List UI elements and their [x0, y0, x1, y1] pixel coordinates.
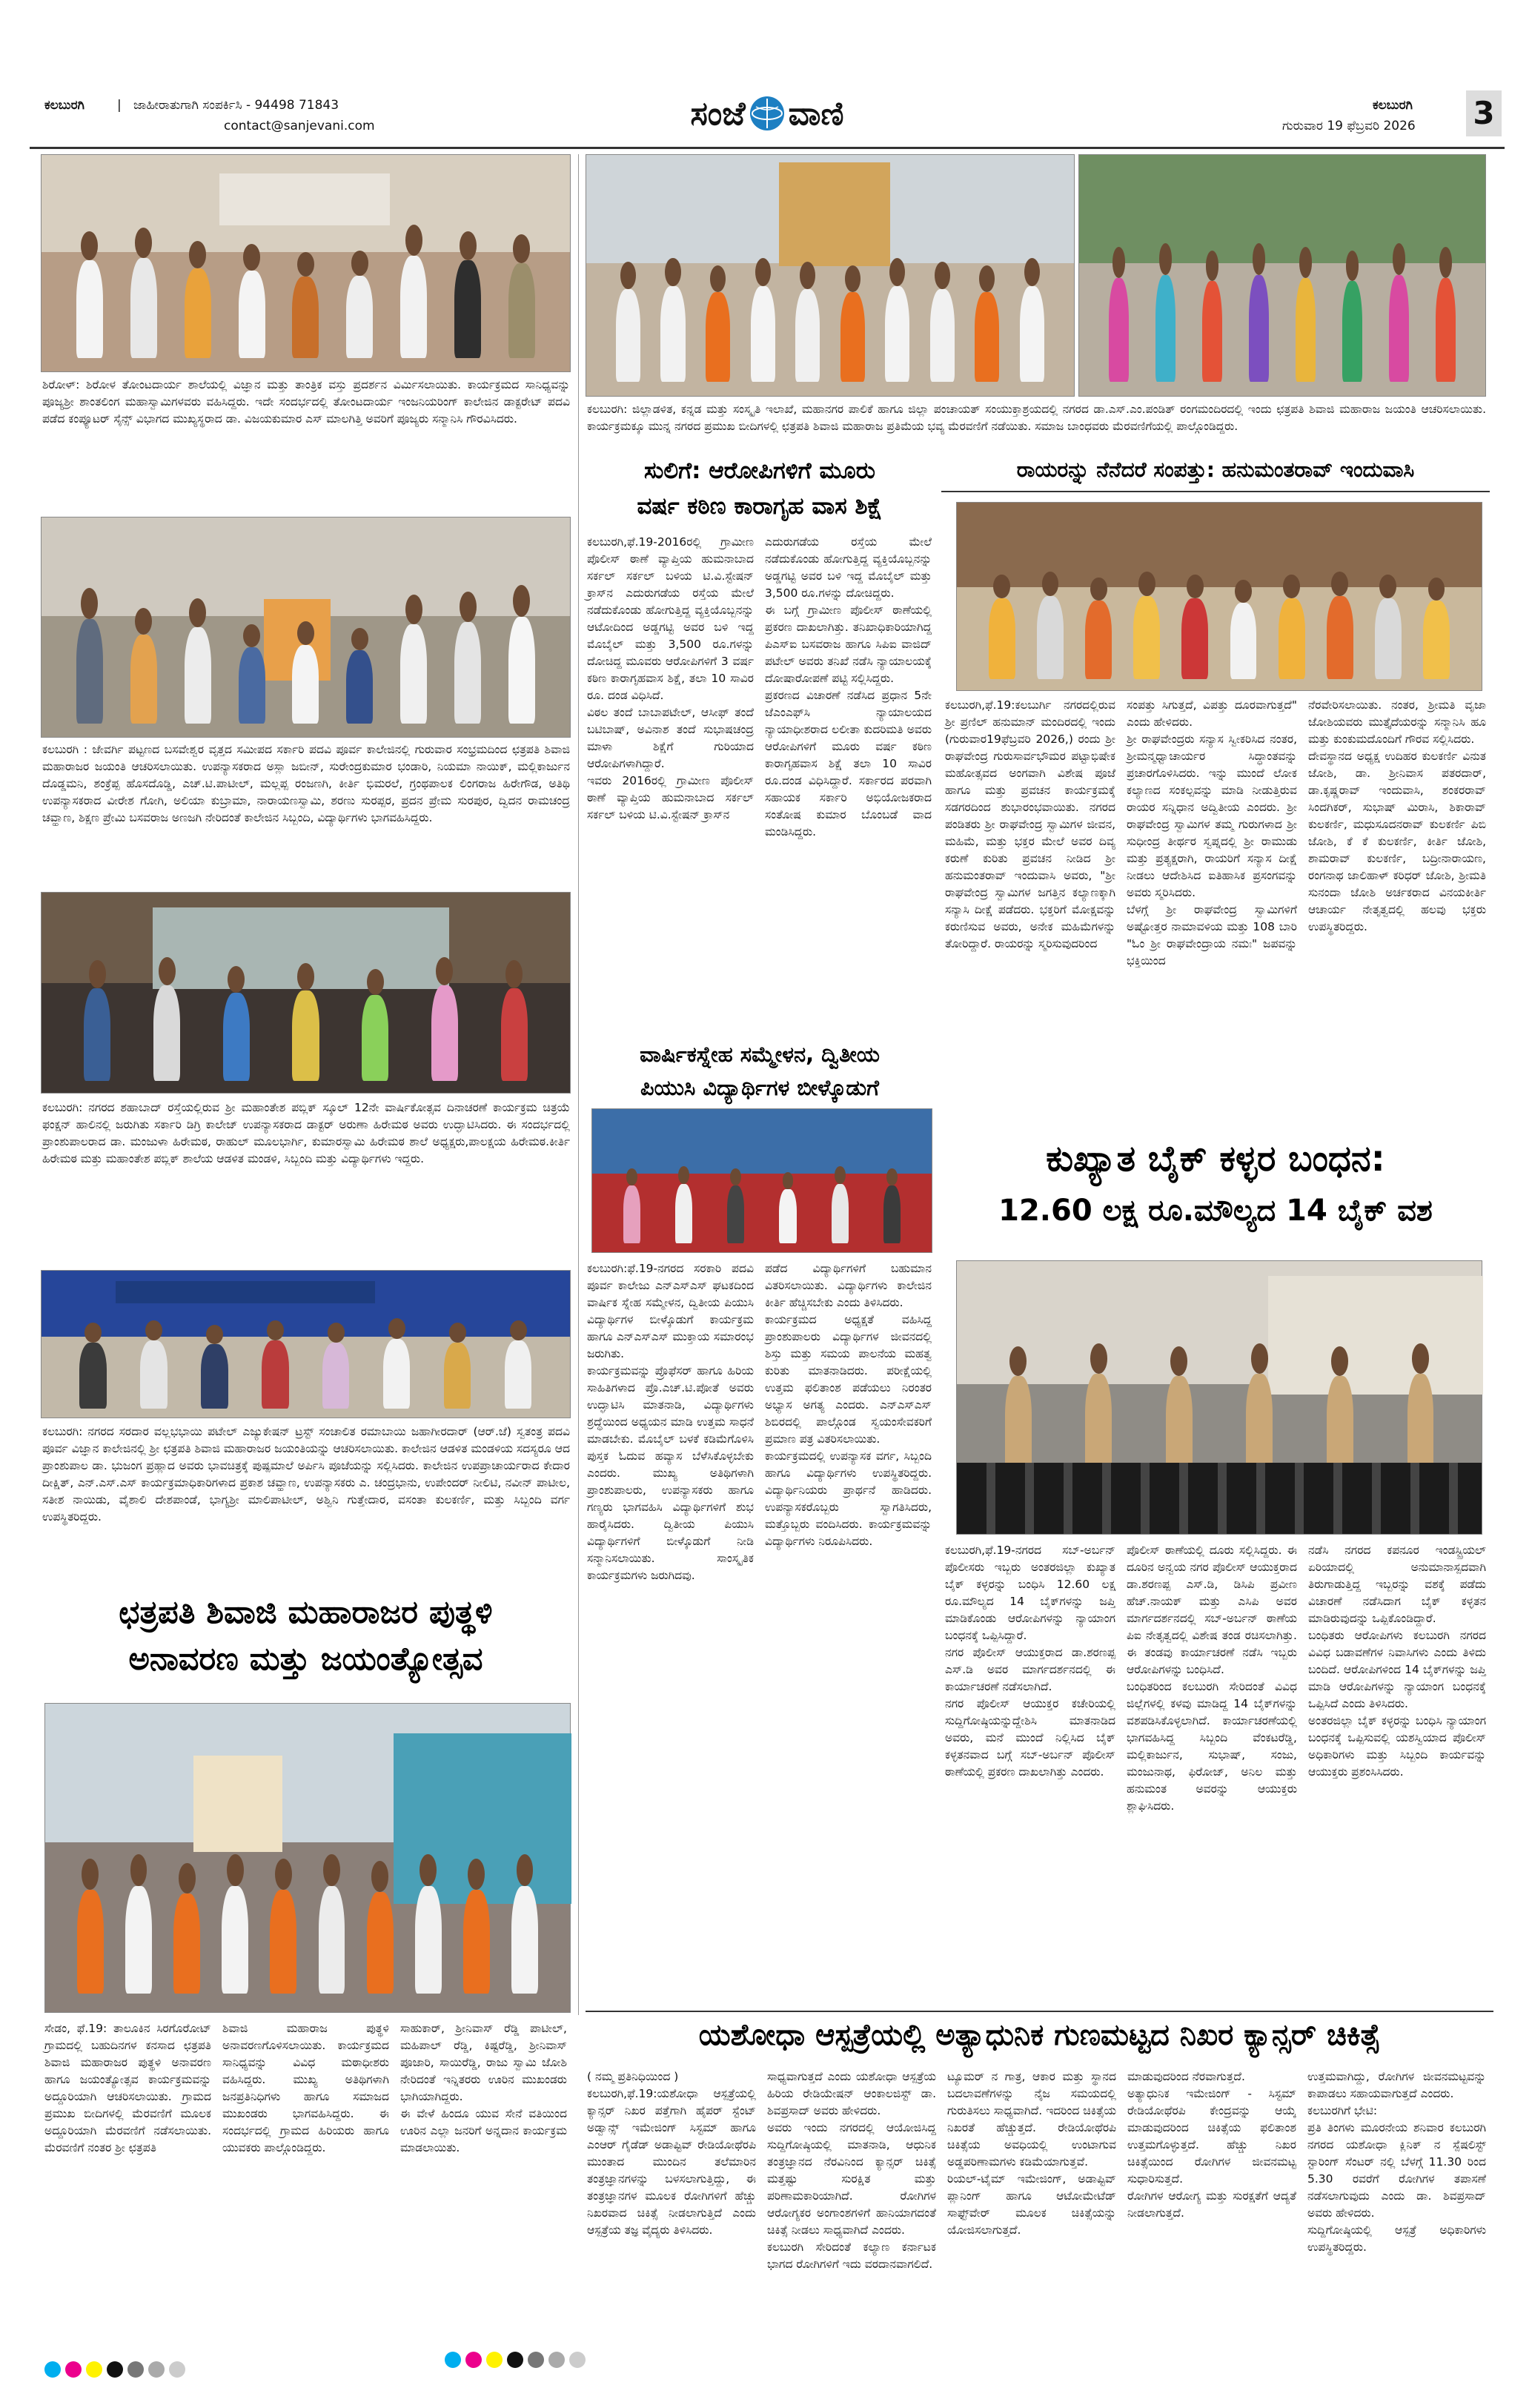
headline-robbery-line2: ವರ್ಷ ಕಠಿಣ ಕಾರಾಗೃಹ ವಾಸ ಶಿಕ್ಷೆ: [637, 493, 883, 520]
article-bike-theft-col3: ನಡೆಸಿ ನಗರದ ಕಪನೂರ ಇಂಡಸ್ಟ್ರಿಯಲ್ ಏರಿಯಾದಲ್ಲಿ ಅನುಮಾನಾಸ್ಪದವಾಗಿ ತಿರುಗಾಡುತ್ತಿದ್ದ ಇಬ್ಬರನ್ನು ವಶಕ್ಕೆ ಪಡೆದು ವಿಚಾರಣೆ ನಡೆಸಿದಾಗ ಬೈಕ್ ಕಳ್ಳತನ ಮಾಡಿರುವುದನ್ನು ಒಪ್ಪಿಕೊಂಡಿದ್ದಾರೆ. ಬಂಧಿತರು ಆರೋಪಿಗಳು ಕಲಬುರಗಿ ನಗರದ ವಿವಿಧ ಬಡಾವಣೆಗಳ ನಿವಾಸಿಗಳು ಎಂದು ತಿಳಿದು ಬಂದಿದೆ. ಆರೋಪಿಗಳಿಂದ 14 ಬೈಕ್‌ಗಳನ್ನು ಜಪ್ತಿ ಮಾಡಿ ಆರೋಪಿಗಳನ್ನು ನ್ಯಾಯಾಂಗ ಬಂಧನಕ್ಕೆ ಒಪ್ಪಿಸಿದೆ ಎಂದು ತಿಳಿಸಿದರು. ಅಂತರಜಿಲ್ಲಾ ಬೈಕ್ ಕಳ್ಳರನ್ನು ಬಂಧಿಸಿ ನ್ಯಾಯಾಂಗ ಬಂಧನಕ್ಕೆ ಒಪ್ಪಿಸುವಲ್ಲಿ ಯಶಸ್ವಿಯಾದ ಪೊಲೀಸ್ ಅಧಿಕಾರಿಗಳು ಮತ್ತು ಸಿಬ್ಬಂದಿ ಕಾರ್ಯವನ್ನು ಆಯುಕ್ತರು ಪ್ರಶಂಸಿಸಿದರು.: [1308, 1544, 1486, 1779]
headline-bike-theft-line2: 12.60 ಲಕ್ಷ ರೂ.ಮೌಲ್ಯದ 14 ಬೈಕ್ ವಶ: [998, 1194, 1433, 1228]
headline-yashoda-cancer: ಯಶೋಧಾ ಆಸ್ಪತ್ರೆಯಲ್ಲಿ ಅತ್ಯಾಧುನಿಕ ಗುಣಮಟ್ಟದ ನಿಖರ ಕ್ಯಾನ್ಸರ್ ಚಿಕಿತ್ಸೆ: [698, 2018, 1381, 2052]
swatch-grey3: [169, 2361, 185, 2378]
photo-seized-bikes: [956, 1260, 1482, 1535]
photo-sedam-statue: [44, 1703, 571, 2013]
headline-bike-theft: ಕುಖ್ಯಾತ ಬೈಕ್ ಕಳ್ಳರ ಬಂಧನ:: [1046, 1138, 1385, 1180]
headline-annual-day-line2: ಪಿಯುಸಿ ವಿದ್ಯಾರ್ಥಿಗಳ ಬೀಳ್ಕೊಡುಗೆ: [640, 1075, 879, 1100]
masthead-city-left: ಕಲಬುರಗಿ: [44, 98, 84, 113]
article-rayaru-col1: ಕಲಬುರಗಿ,ಫೆ.19:ಕಲಬುರ್ಗಿ ನಗರದಲ್ಲಿರುವ ಶ್ರೀ ಪ್ರಣಿಲ್ ಹನುಮಾನ್ ಮಂದಿರದಲ್ಲಿ ಇಂದು (ಗುರುವಾರ19ಫೆಬ್ರವರಿ 2026,) ರಂದು ಶ್ರೀ ರಾಘವೇಂದ್ರ ಗುರುಸಾರ್ವಭೌಮರ ಪಟ್ಟಾಭಿಷೇಕ ಮಹೋತ್ಸವದ ಅಂಗವಾಗಿ ವಿಶೇಷ ಪೂಜೆ ಹಾಗೂ ಮತ್ತು ಪ್ರವಚನ ಕಾರ್ಯಕ್ರಮಕ್ಕೆ ಸಡಗರದಿಂದ ಶುಭಾರಂಭವಾಯಿತು. ನಗರದ ಪಂಡಿತರು ಶ್ರೀ ರಾಘವೇಂದ್ರ ಸ್ವಾಮಿಗಳ ಜೀವನ, ಮಹಿಮೆ, ಮತ್ತು ಭಕ್ತರ ಮೇಲೆ ಅವರ ದಿವ್ಯ ಕರುಣೆ ಕುರಿತು ಪ್ರವಚನ ನೀಡಿದ ಶ್ರೀ ಹನುಮಂತರಾವ್ ಇಂದುವಾಸಿ ಅವರು, "ಶ್ರೀ ರಾಘವೇಂದ್ರ ಸ್ವಾಮಿಗಳ ಜಗತ್ತಿನ ಕಲ್ಯಾಣಕ್ಕಾಗಿ ಸನ್ಯಾಸಿ ದೀಕ್ಷೆ ಪಡೆದರು. ಭಕ್ತರಿಗೆ ಮೋಕ್ಷವನ್ನು ಕರುಣಿಸುವ ಅವರು, ಅನೇಕ ಮಹಿಮೆಗಳನ್ನು ತೋರಿದ್ದಾರೆ. ರಾಯರನ್ನು ಸ್ಮರಿಸುವುದರಿಂದ: [945, 698, 1119, 950]
article-bike-theft-col1: ಕಲಬುರಗಿ,ಫೆ.19-ನಗರದ ಸಬ್-ಅರ್ಬನ್ ಪೊಲೀಸರು ಇಬ್ಬರು ಅಂತರಜಿಲ್ಲಾ ಕುಖ್ಯಾತ ಬೈಕ್ ಕಳ್ಳರನ್ನು ಬಂಧಿಸಿ 12.60 ಲಕ್ಷ ರೂ.ಮೌಲ್ಯದ 14 ಬೈಕ್‌ಗಳನ್ನು ಜಪ್ತಿ ಮಾಡಿಕೊಂಡು ಆರೋಪಿಗಳನ್ನು ನ್ಯಾಯಾಂಗ ಬಂಧನಕ್ಕೆ ಒಪ್ಪಿಸಿದ್ದಾರೆ. ನಗರ ಪೊಲೀಸ್ ಆಯುಕ್ತರಾದ ಡಾ.ಶರಣಪ್ಪ ಎಸ್.ಡಿ ಅವರ ಮಾರ್ಗದರ್ಶನದಲ್ಲಿ ಈ ಕಾರ್ಯಾಚರಣೆ ನಡೆಸಲಾಗಿದೆ. ನಗರ ಪೊಲೀಸ್ ಆಯುಕ್ತರ ಕಚೇರಿಯಲ್ಲಿ ಸುದ್ದಿಗೋಷ್ಠಿಯನ್ನುದ್ದೇಶಿಸಿ ಮಾತನಾಡಿದ ಅವರು, ಮನೆ ಮುಂದೆ ನಿಲ್ಲಿಸಿದ ಬೈಕ್ ಕಳ್ಳತನವಾದ ಬಗ್ಗೆ ಸಬ್-ಅರ್ಬನ್ ಪೊಲೀಸ್ ಠಾಣೆಯಲ್ಲಿ ಪ್ರಕರಣ ದಾಖಲಾಗಿತ್ತು ಎಂದರು.: [945, 1544, 1115, 1779]
registration-swatches-left: [44, 2361, 230, 2381]
swatch-yellow: [86, 2361, 102, 2378]
headline-rayaru: ರಾಯರನ್ನು ನೆನೆದರೆ ಸಂಪತ್ತು: ಹನುಮಂತರಾವ್ ಇಂದುವಾಸಿ: [1016, 457, 1415, 482]
column-rule-1: [578, 154, 579, 2015]
headline-robbery: ಸುಲಿಗೆ: ಆರೋಪಿಗಳಿಗೆ ಮೂರು: [644, 457, 875, 484]
caption-shirol: ಶಿರೋಳ್: ಶಿರೋಳ ತೋಂಟದಾರ್ಯ ಶಾಲೆಯಲ್ಲಿ ವಿಜ್ಞಾನ ಮತ್ತು ತಾಂತ್ರಿಕ ವಸ್ತು ಪ್ರದರ್ಶನ ವಿರ್ಮಿಸಲಾಯಿತು. ಕಾರ್ಯಕ್ರಮದ ಸಾನಿಧ್ಯವನ್ನು ಪೂಜ್ಯಶ್ರೀ ಶಾಂತಲಿಂಗ ಮಹಾಸ್ವಾಮಿಗಳವರು ವಹಿಸಿದ್ದರು. ಇದೇ ಸಂದರ್ಭದಲ್ಲಿ ತೋಂಟದಾರ್ಯ ಇಂಜನಿಯರಿಂಗ್ ಕಾಲೇಜಿನ ಡಾಕ್ಟರೇಟ್ ಪದವಿ ಪಡೆದ ಕಂಪ್ಯೂಟರ್ ಸೈನ್ಸ್ ವಿಭಾಗದ ಮುಖ್ಯಸ್ಥರಾದ ಡಾ. ವಿಜಯಕುಮಾರ ಎಸ್ ಮಾಲಗಿತ್ತಿ ಅವರಿಗೆ ಪೂಜ್ಯರು ಸನ್ಮಾನಿಸಿ ಗೌರವಿಸಿದರು.: [42, 378, 570, 426]
page-number: 3: [1466, 90, 1502, 136]
globe-icon: [750, 96, 784, 130]
swatch-yellow-2: [486, 2352, 503, 2368]
photo-rayaru-temple: [956, 502, 1482, 691]
masthead-ad-contact: ಜಾಹೀರಾತುಗಾಗಿ ಸಂಪರ್ಕಿಸಿ - 94498 71843: [133, 98, 339, 113]
masthead-city-right: ಕಲಬುರಗಿ: [1373, 98, 1413, 113]
article-annual-day-col2: ಪಡೆದ ವಿದ್ಯಾರ್ಥಿಗಳಿಗೆ ಬಹುಮಾನ ವಿತರಿಸಲಾಯಿತು. ವಿದ್ಯಾರ್ಥಿಗಳು ಕಾಲೇಜಿನ ಕೀರ್ತಿ ಹೆಚ್ಚಿಸಬೇಕು ಎಂದು ತಿಳಿಸಿದರು. ಕಾರ್ಯಕ್ರಮದ ಅಧ್ಯಕ್ಷತೆ ವಹಿಸಿದ್ದ ಪ್ರಾಂಶುಪಾಲರು ವಿದ್ಯಾರ್ಥಿಗಳ ಜೀವನದಲ್ಲಿ ಶಿಸ್ತು ಮತ್ತು ಸಮಯ ಪಾಲನೆಯ ಮಹತ್ವ ಕುರಿತು ಮಾತನಾಡಿದರು. ಪರೀಕ್ಷೆಯಲ್ಲಿ ಉತ್ತಮ ಫಲಿತಾಂಶ ಪಡೆಯಲು ನಿರಂತರ ಅಭ್ಯಾಸ ಅಗತ್ಯ ಎಂದರು. ಎನ್‌ಎಸ್‌ಎಸ್ ಶಿಬಿರದಲ್ಲಿ ಪಾಲ್ಗೊಂಡ ಸ್ವಯಂಸೇವಕರಿಗೆ ಪ್ರಮಾಣ ಪತ್ರ ವಿತರಿಸಲಾಯಿತು. ಕಾರ್ಯಕ್ರಮದಲ್ಲಿ ಉಪನ್ಯಾಸಕ ವರ್ಗ, ಸಿಬ್ಬಂದಿ ಹಾಗೂ ವಿದ್ಯಾರ್ಥಿಗಳು ಉಪಸ್ಥಿತರಿದ್ದರು. ವಿದ್ಯಾರ್ಥಿನಿಯರು ಪ್ರಾರ್ಥನೆ ಹಾಡಿದರು. ಉಪನ್ಯಾಸಕರೊಬ್ಬರು ಸ್ವಾಗತಿಸಿದರು, ಮತ್ತೊಬ್ಬರು ವಂದಿಸಿದರು. ಕಾರ್ಯಕ್ರಮವನ್ನು ವಿದ್ಯಾರ್ಥಿಗಳು ನಿರೂಪಿಸಿದರು.: [765, 1262, 932, 1548]
masthead-rule: [30, 147, 1505, 149]
article-annual-day-col1: ಕಲಬುರಗಿ:ಫೆ.19-ನಗರದ ಸರಕಾರಿ ಪದವಿ ಪೂರ್ವ ಕಾಲೇಜು ಎನ್‌ಎಸ್‌ಎಸ್ ಘಟಕದಿಂದ ವಾರ್ಷಿಕ ಸ್ನೇಹ ಸಮ್ಮೇಳನ, ದ್ವಿತೀಯ ಪಿಯುಸಿ ವಿದ್ಯಾರ್ಥಿಗಳ ಬೀಳ್ಕೊಡುಗೆ ಕಾರ್ಯಕ್ರಮ ಹಾಗೂ ಎನ್‌ಎಸ್‌ಎಸ್ ಮುಕ್ತಾಯ ಸಮಾರಂಭ ಜರುಗಿತು. ಕಾರ್ಯಕ್ರಮವನ್ನು ಪ್ರೊಫೆಸರ್ ಹಾಗೂ ಹಿರಿಯ ಸಾಹಿತಿಗಳಾದ ಪ್ರೊ.ಎಚ್.ಟಿ.ಪೋತೆ ಅವರು ಉದ್ಘಾಟಿಸಿ ಮಾತನಾಡಿ, ವಿದ್ಯಾರ್ಥಿಗಳು ಶ್ರದ್ಧೆಯಿಂದ ಅಧ್ಯಯನ ಮಾಡಿ ಉತ್ತಮ ಸಾಧನೆ ಮಾಡಬೇಕು. ಮೊಬೈಲ್ ಬಳಕೆ ಕಡಿಮೆಗೊಳಿಸಿ ಪುಸ್ತಕ ಓದುವ ಹವ್ಯಾಸ ಬೆಳೆಸಿಕೊಳ್ಳಬೇಕು ಎಂದರು. ಮುಖ್ಯ ಅತಿಥಿಗಳಾಗಿ ಪ್ರಾಂಶುಪಾಲರು, ಉಪನ್ಯಾಸಕರು ಹಾಗೂ ಗಣ್ಯರು ಭಾಗವಹಿಸಿ ವಿದ್ಯಾರ್ಥಿಗಳಿಗೆ ಶುಭ ಹಾರೈಸಿದರು. ದ್ವಿತೀಯ ಪಿಯುಸಿ ವಿದ್ಯಾರ್ಥಿಗಳಿಗೆ ಬೀಳ್ಕೊಡುಗೆ ನೀಡಿ ಸನ್ಮಾನಿಸಲಾಯಿತು. ಸಾಂಸ್ಕೃತಿಕ ಕಾರ್ಯಕ್ರಮಗಳು ಜರುಗಿದವು.: [587, 1262, 755, 1582]
headline-shivaji-statue: ಛತ್ರಪತಿ ಶಿವಾಜಿ ಮಹಾರಾಜರ ಪುತ್ಥಳಿ: [119, 1594, 493, 1631]
article-sedam-col3: ಸಾಹುಕಾರ್, ಶ್ರೀನಿವಾಸ್ ರೆಡ್ಡಿ ಪಾಟೀಲ್, ಮಹಿಪಾಲ್ ರೆಡ್ಡಿ, ಕಿಷ್ಟರೆಡ್ಡಿ, ಶ್ರೀನಿವಾಸ್ ಪೂಜಾರಿ, ಸಾಯಿರೆಡ್ಡಿ, ರಾಜು ಸ್ವಾಮಿ ಜೋಶಿ ನೇರಿದಂತೆ ಇನ್ನಿತರರು ಊರಿನ ಮುಖಂಡರು ಭಾಗಿಯಾಗಿದ್ದರು. ಈ ವೇಳೆ ಹಿಂದೂ ಯುವ ಸೇನೆ ವತಿಯಿಂದ ಊರಿನ ಎಲ್ಲಾ ಜನರಿಗೆ ಅನ್ನದಾನ ಕಾರ್ಯಕ್ರಮ ಮಾಡಲಾಯಿತು.: [400, 2022, 567, 2154]
caption-school-anniversary: ಕಲಬುರಗಿ: ನಗರದ ಶಹಾಬಾದ್ ರಸ್ತೆಯಲ್ಲಿರುವ ಶ್ರೀ ಮಹಾಂತೇಶ ಪಬ್ಲಿಕ್ ಸ್ಕೂಲ್ 12ನೇ ವಾರ್ಷಿಕೋತ್ಸವ ದಿನಾಚರಣೆ ಕಾರ್ಯಕ್ರಮ ಚಿತ್ರಯೆ ಫಂಕ್ಷನ್ ಹಾಲಿನಲ್ಲಿ ಜರುಗಿತು ಸರ್ಕಾರಿ ಡಿಗ್ರಿ ಕಾಲೇಜ್ ಉಪನ್ಯಾಸಕರಾದ ಡಾಕ್ಟರ್ ಅರುಣಾ ಹಿರೇಮಠ ಅವರು ಉದ್ಘಾಟಿಸಿದರು. ಈ ಸಂದರ್ಭದಲ್ಲಿ ಪ್ರಾಂಶುಪಾಲರಾದ ಡಾ. ಮಂಜುಳಾ ಹಿರೇಮಠ, ರಾಹುಲ್ ಮೂಲಭಾರ್ಗಿ, ಕುಮಾರಸ್ವಾಮಿ ಹಿರೇಮಠ ಶಾಲೆ ಅಧ್ಯಕ್ಷರು,ಪಾಲಕ್ಷಯ ಹಿರೇಮಠ.ಕೀರ್ತಿ ಹಿರೇಮಠ ಮತ್ತು ಮಹಾಂತೇಶ ಪಬ್ಲಿಕ್ ಶಾಲೆಯ ಆಡಳಿತ ಮಂಡಳಿ, ಸಿಬ್ಬಂದಿ ಮತ್ತು ವಿದ್ಯಾರ್ಥಿಗಳು ಇದ್ದರು.: [42, 1101, 570, 1165]
photo-shivaji-procession-2: [1078, 154, 1486, 397]
swatch-grey2-2: [548, 2352, 565, 2368]
article-bike-theft-col2: ಪೊಲೀಸ್ ಠಾಣೆಯಲ್ಲಿ ದೂರು ಸಲ್ಲಿಸಿದ್ದರು. ಈ ದೂರಿನ ಅನ್ವಯ ನಗರ ಪೊಲೀಸ್ ಆಯುಕ್ತರಾದ ಡಾ.ಶರಣಪ್ಪ ಎಸ್.ಡಿ, ಡಿಸಿಪಿ ಪ್ರವೀಣ ಹೆಚ್.ನಾಯಕ್ ಮತ್ತು ಎಸಿಪಿ ಅವರ ಮಾರ್ಗದರ್ಶನದಲ್ಲಿ ಸಬ್-ಅರ್ಬನ್ ಠಾಣೆಯ ಪಿಐ ನೇತೃತ್ವದಲ್ಲಿ ವಿಶೇಷ ತಂಡ ರಚಿಸಲಾಗಿತ್ತು. ಈ ತಂಡವು ಕಾರ್ಯಾಚರಣೆ ನಡೆಸಿ ಇಬ್ಬರು ಆರೋಪಿಗಳನ್ನು ಬಂಧಿಸಿದೆ. ಬಂಧಿತರಿಂದ ಕಲಬುರಗಿ ಸೇರಿದಂತೆ ವಿವಿಧ ಜಿಲ್ಲೆಗಳಲ್ಲಿ ಕಳವು ಮಾಡಿದ್ದ 14 ಬೈಕ್‌ಗಳನ್ನು ವಶಪಡಿಸಿಕೊಳ್ಳಲಾಗಿದೆ. ಕಾರ್ಯಾಚರಣೆಯಲ್ಲಿ ಭಾಗವಹಿಸಿದ್ದ ಸಿಬ್ಬಂದಿ ವೆಂಕಟರೆಡ್ಡಿ, ಮಲ್ಲಿಕಾರ್ಜುನ, ಸುಭಾಷ್, ಸಂಜು, ಮಂಜುನಾಥ, ಫಿರೋಜ್, ಅನಿಲ ಮತ್ತು ಹನುಮಂತ ಅವರನ್ನು ಆಯುಕ್ತರು ಶ್ಲಾಘಿಸಿದರು.: [1127, 1544, 1297, 1813]
photo-rj-college: [41, 1270, 571, 1418]
masthead-logo: [645, 87, 889, 139]
logo-text-left: ಸಂಜೆ: [690, 94, 746, 133]
article-yashoda-col5: ಉತ್ತಮವಾಗಿದ್ದು, ರೋಗಿಗಳ ಜೀವನಮಟ್ಟವನ್ನು ಕಾಪಾಡಲು ಸಹಾಯವಾಗುತ್ತದೆ ಎಂದರು. ಕಲಬುರಗಿಗೆ ಭೇಟಿ: ಪ್ರತಿ ತಿಂಗಳು ಮೂರನೇಯ ಶನಿವಾರ ಕಲಬುರಗಿ ನಗರದ ಯಶೋಧಾ ಕ್ಲಿನಿಕ್ ನ ಸ್ಪೆಷಲಿಸ್ಟ್ ಸ್ಟಾರಿಂಗ್ ಸೆಂಟರ್ ನಲ್ಲಿ ಬೆಳಗ್ಗೆ 11.30 ರಿಂದ 5.30 ರವರೆಗೆ ರೋಗಿಗಳ ತಪಾಸಣೆ ನಡೆಸಲಾಗುವುದು ಎಂದು ಡಾ. ಶಿವಪ್ರಸಾದ್ ಅವರು ಹೇಳಿದರು. ಸುದ್ದಿಗೋಷ್ಠಿಯಲ್ಲಿ ಆಸ್ಪತ್ರೆ ಅಧಿಕಾರಿಗಳು ಉಪಸ್ಥಿತರಿದ್ದರು.: [1307, 2070, 1486, 2254]
headline-shivaji-statue-line2: ಅನಾವರಣ ಮತ್ತು ಜಯಂತ್ಯೋತ್ಸವ: [128, 1641, 483, 1678]
article-yashoda-col4: ಮಾಡುವುದರಿಂದ ನೆರವಾಗುತ್ತದೆ. ಅತ್ಯಾಧುನಿಕ ಇಮೇಜಿಂಗ್ - ಸಿಸ್ಟಮ್ ರೇಡಿಯೋಥೆರಪಿ ಕೇಂದ್ರವನ್ನು ಆಯ್ಕೆ ಮಾಡುವುದರಿಂದ ಚಿಕಿತ್ಸೆಯ ಫಲಿತಾಂಶ ಉತ್ತಮಗೊಳ್ಳುತ್ತದೆ. ಹೆಚ್ಚು ನಿಖರ ಚಿಕಿತ್ಸೆಯಿಂದ ರೋಗಿಗಳ ಜೀವನಮಟ್ಟ ಸುಧಾರಿಸುತ್ತದೆ. ರೋಗಿಗಳ ಆರೋಗ್ಯ ಮತ್ತು ಸುರಕ್ಷತೆಗೆ ಆದ್ಯತೆ ನೀಡಲಾಗುತ್ತದೆ.: [1127, 2070, 1296, 2220]
photo-shivaji-procession-1: [586, 154, 1075, 397]
article-sedam-col1: ಸೇಡಂ, ಫೆ.19: ತಾಲೂಕಿನ ಸಿರಗೊರೋಟ್ ಗ್ರಾಮದಲ್ಲಿ ಬಹುದಿನಗಳ ಕನಸಾದ ಛತ್ರಪತಿ ಶಿವಾಜಿ ಮಹಾರಾಜರ ಪುತ್ಥಳಿ ಅನಾವರಣ ಹಾಗೂ ಜಯಂತ್ಯೋತ್ಸವ ಕಾರ್ಯಕ್ರಮವನ್ನು ಅದ್ದೂರಿಯಾಗಿ ಆಚರಿಸಲಾಯಿತು. ಗ್ರಾಮದ ಪ್ರಮುಖ ಬೀದಿಗಳಲ್ಲಿ ಮೆರವಣಿಗೆ ಮೂಲಕ ಅದ್ದೂರಿಯಾಗಿ ಮೆರವಣಿಗೆ ನಡೆಸಲಾಯಿತು. ಮೆರವಣಿಗೆ ನಂತರ ಶ್ರೀ ಛತ್ರಪತಿ: [44, 2022, 215, 2154]
article-yashoda-col2: ಸಾಧ್ಯವಾಗುತ್ತದೆ ಎಂದು ಯಶೋಧಾ ಆಸ್ಪತ್ರೆಯ ಹಿರಿಯ ರೇಡಿಯೇಷನ್ ಆಂಕಾಲಜಿಸ್ಟ್ ಡಾ. ಶಿವಪ್ರಸಾದ್ ಅವರು ಹೇಳಿದರು. ಅವರು ಇಂದು ನಗರದಲ್ಲಿ ಆಯೋಜಿಸಿದ್ದ ಸುದ್ದಿಗೋಷ್ಠಿಯಲ್ಲಿ ಮಾತನಾಡಿ, ಆಧುನಿಕ ತಂತ್ರಜ್ಞಾನದ ನೆರವಿನಿಂದ ಕ್ಯಾನ್ಸರ್ ಚಿಕಿತ್ಸೆ ಮತ್ತಷ್ಟು ಸುರಕ್ಷಿತ ಮತ್ತು ಪರಿಣಾಮಕಾರಿಯಾಗಿದೆ. ರೋಗಿಗಳ ಆರೋಗ್ಯಕರ ಅಂಗಾಂಶಗಳಿಗೆ ಹಾನಿಯಾಗದಂತೆ ಚಿಕಿತ್ಸೆ ನೀಡಲು ಸಾಧ್ಯವಾಗಿದೆ ಎಂದರು. ಕಲಬುರಗಿ ಸೇರಿದಂತೆ ಕಲ್ಯಾಣ ಕರ್ನಾಟಕ ಭಾಗದ ರೋಗಿಗಳಿಗೆ ಇದು ವರದಾನವಾಗಲಿದೆ.: [767, 2070, 936, 2271]
article-robbery-col2: ಎದುರುಗಡೆಯ ರಸ್ತೆಯ ಮೇಲೆ ನಡೆದುಕೊಂಡು ಹೋಗುತ್ತಿದ್ದ ವ್ಯಕ್ತಿಯೊಬ್ಬನನ್ನು ಅಡ್ಡಗಟ್ಟಿ ಅವರ ಬಳಿ ಇದ್ದ ಮೊಬೈಲ್ ಮತ್ತು 3,500 ರೂ.ಗಳನ್ನು ದೋಚಿದ್ದರು. ಈ ಬಗ್ಗೆ ಗ್ರಾಮೀಣ ಪೊಲೀಸ್ ಠಾಣೆಯಲ್ಲಿ ಪ್ರಕರಣ ದಾಖಲಾಗಿತ್ತು. ತನಿಖಾಧಿಕಾರಿಯಾಗಿದ್ದ ಪಿಎಸ್‌ಐ ಬಸವರಾಜ ಹಾಗೂ ಸಿಪಿಐ ವಾಜಿದ್ ಪಟೇಲ್ ಅವರು ತನಿಖೆ ನಡೆಸಿ ನ್ಯಾಯಾಲಯಕ್ಕೆ ದೋಷಾರೋಪಣೆ ಪಟ್ಟಿ ಸಲ್ಲಿಸಿದ್ದರು. ಪ್ರಕರಣದ ವಿಚಾರಣೆ ನಡೆಸಿದ ಪ್ರಧಾನ 5ನೇ ಜೆಎಂಎಫ್‌ಸಿ ನ್ಯಾಯಾಲಯದ ನ್ಯಾಯಾಧೀಶರಾದ ಲಲೀತಾ ಕುದರಿಮತಿ ಅವರು ಆರೋಪಿಗಳಿಗೆ ಮೂರು ವರ್ಷ ಕಠಿಣ ಕಾರಾಗೃಹವಾಸ ಶಿಕ್ಷೆ ತಲಾ 10 ಸಾವಿರ ರೂ.ದಂಡ ವಿಧಿಸಿದ್ದಾರೆ. ಸರ್ಕಾರದ ಪರವಾಗಿ ಸಹಾಯಕ ಸರ್ಕಾರಿ ಅಭಿಯೋಜಕರಾದ ಸಂತೋಷ ಕುಮಾರ ಬೊಂಬಡೆ ವಾದ ಮಂಡಿಸಿದ್ದರು.: [765, 535, 932, 838]
article-rayaru-col3: ನೆರವೇರಿಸಲಾಯಿತು. ನಂತರ, ಶ್ರೀಮತಿ ವೃಜಾ ಜೋಶಿಯವರು ಮುತ್ತೈದೆಯರನ್ನು ಸನ್ಮಾನಿಸಿ ಹೂ ಮತ್ತು ಕುಂಕುಮದೊಂದಿಗೆ ಗೌರವ ಸಲ್ಲಿಸಿದರು. ದೇವಸ್ಥಾನದ ಅಧ್ಯಕ್ಷ ಉದಿಹರ ಕುಲಕರ್ಣಿ ವಿನುತ ಜೋಶಿ, ಡಾ. ಶ್ರೀನಿವಾಸ ಪತರದಾರ್, ಡಾ.ಕೃಷ್ಣರಾವ್ ಇಂದುವಾಸಿ, ಶಂಕರರಾವ್ ಸಿಂದಗಿಕರ್, ಸುಭಾಷ್ ಮಿರಾಸಿ, ಶಿಕಾರಾವ್ ಕುಲಕರ್ಣಿ, ಮಧುಸೂದನರಾವ್ ಕುಲಕರ್ಣಿ ಪಿಬಿ ಜೋಶಿ, ಕೆ ಕೆ ಕುಲಕರ್ಣಿ, ಕೀರ್ತಿ ಜೋಶಿ, ಶಾಮರಾವ್ ಕುಲಕರ್ಣಿ, ಬದ್ರೀನಾರಾಯಣ, ರಂಗನಾಥ ಜಾಲಿಹಾಳ್ ಕರಿಧರ್ ಜೋಶಿ, ಶ್ರೀಮತಿ ಸುನಂದಾ ಜೋಶಿ ಅರ್ಚಕರಾದ ವಿನಯಕೀರ್ತಿ ಆಚಾರ್ಯ ನೇತೃತ್ವದಲ್ಲಿ ಹಲವು ಭಕ್ತರು ಉಪಸ್ಥಿತರಿದ್ದರು.: [1308, 698, 1486, 933]
photo-jewargi-college: [41, 517, 571, 738]
masthead-date: ಗುರುವಾರ 19 ಫೆಬ್ರವರಿ 2026: [1282, 119, 1416, 133]
article-robbery-col1: ಕಲಬುರಗಿ,ಫೆ.19-2016ರಲ್ಲಿ ಗ್ರಾಮೀಣ ಪೊಲೀಸ್ ಠಾಣೆ ವ್ಯಾಪ್ತಿಯ ಹುಮನಾಬಾದ ಸರ್ಕಲ್ ಸರ್ಕಲ್ ಬಳಿಯ ಟಿ.ವಿ.ಸ್ಟೇಷನ್ ಕ್ರಾಸ್‌ನ ಎದುರುಗಡೆಯ ರಸ್ತೆಯ ಮೇಲೆ ನಡೆದುಕೊಂಡು ಹೋಗುತ್ತಿದ್ದ ವ್ಯಕ್ತಿಯೊಬ್ಬನನ್ನು ಆಟೋದಿಂದ ಅಡ್ಡಗಟ್ಟಿ ಅವರ ಬಳಿ ಇದ್ದ ಮೊಬೈಲ್ ಮತ್ತು 3,500 ರೂ.ಗಳನ್ನು ದೋಚಿದ್ದ ಮೂವರು ಆರೋಪಿಗಳಿಗೆ 3 ವರ್ಷ ಕಠಿಣ ಕಾರಾಗೃಹವಾಸ ಶಿಕ್ಷೆ, ತಲಾ 10 ಸಾವಿರ ರೂ. ದಂಡ ವಿಧಿಸಿದೆ. ವಿಠಲ ತಂದೆ ಬಾಬಾಪಟೇಲ್, ಆಸೀಫ್ ತಂದೆ ಬಟಿಬಾಷ್, ಅವಿನಾಶ ತಂದೆ ಸುಭಾಷಚಂದ್ರ ಮಾಳಾ ಶಿಕ್ಷೆಗೆ ಗುರಿಯಾದ ಆರೋಪಿಗಳಾಗಿದ್ದಾರೆ. ಇವರು 2016ರಲ್ಲಿ ಗ್ರಾಮೀಣ ಪೊಲೀಸ್ ಠಾಣೆ ವ್ಯಾಪ್ತಿಯ ಹುಮನಾಬಾದ ಸರ್ಕಲ್ ಸರ್ಕಲ್ ಬಳಿಯ ಟಿ.ವಿ.ಸ್ಟೇಷನ್ ಕ್ರಾಸ್‌ನ: [587, 535, 754, 821]
swatch-magenta: [65, 2361, 82, 2378]
swatch-grey2: [148, 2361, 165, 2378]
article-yashoda-col3: ಟ್ಯೂಮರ್ ನ ಗಾತ್ರ, ಆಕಾರ ಮತ್ತು ಸ್ಥಾನದ ಬದಲಾವಣೆಗಳನ್ನು ನೈಜ ಸಮಯದಲ್ಲಿ ಗುರುತಿಸಲು ಸಾಧ್ಯವಾಗಿದೆ. ಇದರಿಂದ ಚಿಕಿತ್ಸೆಯ ನಿಖರತೆ ಹೆಚ್ಚುತ್ತದೆ. ರೇಡಿಯೋಥೆರಪಿ ಚಿಕಿತ್ಸೆಯ ಅವಧಿಯಲ್ಲಿ ಉಂಟಾಗುವ ಅಡ್ಡಪರಿಣಾಮಗಳು ಕಡಿಮೆಯಾಗುತ್ತವೆ. ರಿಯಲ್-ಟೈಮ್ ಇಮೇಜಿಂಗ್, ಅಡಾಪ್ಟಿವ್ ಪ್ಲಾನಿಂಗ್ ಹಾಗೂ ಆಟೋಮೇಟೆಡ್ ಸಾಫ್ಟ್‌ವೇರ್ ಮೂಲಕ ಚಿಕಿತ್ಸೆಯನ್ನು ಯೋಜಿಸಲಾಗುತ್ತದೆ.: [947, 2070, 1116, 2237]
registration-swatches-right: [445, 2352, 630, 2371]
masthead-email[interactable]: contact@sanjevani.com: [224, 119, 375, 133]
swatch-grey1: [127, 2361, 144, 2378]
yashoda-top-rule: [586, 2011, 1493, 2012]
swatch-grey3-2: [569, 2352, 586, 2368]
swatch-grey1-2: [528, 2352, 544, 2368]
article-sedam-col2: ಶಿವಾಜಿ ಮಹಾರಾಜ ಪುತ್ಥಳಿ ಅನಾವರಣಗೊಳಿಸಲಾಯಿತು. ಕಾರ್ಯಕ್ರಮದ ಸಾನಿಧ್ಯವನ್ನು ವಿವಿಧ ಮಠಾಧೀಶರು ವಹಿಸಿದ್ದರು. ಮುಖ್ಯ ಅತಿಥಿಗಳಾಗಿ ಜನಪ್ರತಿನಿಧಿಗಳು ಹಾಗೂ ಸಮಾಜದ ಮುಖಂಡರು ಭಾಗವಹಿಸಿದ್ದರು. ಈ ಸಂದರ್ಭದಲ್ಲಿ ಗ್ರಾಮದ ಹಿರಿಯರು ಹಾಗೂ ಯುವಕರು ಪಾಲ್ಗೊಂಡಿದ್ದರು.: [222, 2022, 393, 2154]
swatch-black: [107, 2361, 123, 2378]
caption-shivaji-jayanti: ಕಲಬುರಗಿ: ಜಿಲ್ಲಾಡಳಿತ, ಕನ್ನಡ ಮತ್ತು ಸಂಸ್ಕೃತಿ ಇಲಾಖೆ, ಮಹಾನಗರ ಪಾಲಿಕೆ ಹಾಗೂ ಜಿಲ್ಲಾ ಪಂಚಾಯತ್ ಸಂಯುಕ್ತಾಶ್ರಯದಲ್ಲಿ ನಗರದ ಡಾ.ಎಸ್.ಎಂ.ಪಂಡಿತ್ ರಂಗಮಂದಿರದಲ್ಲಿ ಇಂದು ಛತ್ರಪತಿ ಶಿವಾಜಿ ಮಹಾರಾಜ ಜಯಂತಿ ಆಚರಿಸಲಾಯಿತು. ಕಾರ್ಯಕ್ರಮಕ್ಕೂ ಮುನ್ನ ನಗರದ ಪ್ರಮುಖ ಬೀದಿಗಳಲ್ಲಿ ಛತ್ರಪತಿ ಶಿವಾಜಿ ಮಹಾರಾಜ ಪ್ರತಿಮೆಯ ಭವ್ಯ ಮೆರವಣಿಗೆ ನಡೆಯಿತು. ಸಮಾಜ ಬಾಂಧವರು ಮೆರವಣಿಗೆಯಲ್ಲಿ ಪಾಲ್ಗೊಂಡಿದ್ದರು.: [587, 403, 1486, 433]
caption-rj-college: ಕಲಬುರಗಿ: ನಗರದ ಸರದಾರ ವಲ್ಲಭಭಾಯಿ ಪಟೇಲ್ ಎಜ್ಯುಕೇಷನ್ ಟ್ರಸ್ಟ್ ಸಂಚಾಲಿತ ರಮಾಬಾಯಿ ಜಹಾಗೀರದಾರ್ (ಆರ್.ಜೆ) ಸ್ವತಂತ್ರ ಪದವಿ ಪೂರ್ವ ವಿಜ್ಞಾನ ಕಾಲೇಜಿನಲ್ಲಿ ಶ್ರೀ ಛತ್ರಪತಿ ಶಿವಾಜಿ ಮಹಾರಾಜರ ಜಯಂತಿಯನ್ನು ಆಚರಿಸಲಾಯಿತು. ಕಾಲೇಜಿನ ಆಡಳಿತ ಮಂಡಳಿಯ ಸದಸ್ಯರೂ ಆದ ಪ್ರಾಂಶುಪಾಲ ಡಾ. ಭುಜಂಗ ಪ್ರಹ್ಲಾದ ಅವರು ಭಾವಚಿತ್ರಕ್ಕೆ ಪುಷ್ಪಮಾಲೆ ಅರ್ಪಿಸಿ ಪೂಜೆಯನ್ನು ಸಲ್ಲಿಸಿದರು. ಕಾಲೇಜಿನ ಉಪಪ್ರಾಚಾರ್ಯರಾದ ಕೇದಾರ ದೀಕ್ಷಿತ್, ಎನ್.ಎಸ್.ಎಸ್ ಕಾರ್ಯಕ್ರಮಾಧಿಕಾರಿಗಳಾದ ಪ್ರಕಾಶ ಚವ್ಹಾಣ, ಉಪನ್ಯಾಸಕರು ಎ. ಚಂದ್ರಭಾನು, ಉಪೇಂದರ್ ನೀಲಿಟಿ, ನವೀನ್ ಪಾಟೀಲ, ಸತೀಶ ನಾಯಿಡು, ವೈಶಾಲಿ ದೇಶಪಾಂಡೆ, ಭಾಗ್ಯಶ್ರೀ ಮಾಲಿಪಾಟೀಲ್, ಅಶ್ವಿನಿ ಗುತ್ತೇದಾರ, ವಸಂತಾ ಕುಲಕರ್ಣಿ, ಮತ್ತು ಸಿಬ್ಬಂದಿ ವರ್ಗ ಉಪಸ್ಥಿತರಿದ್ದರು.: [42, 1425, 570, 1524]
swatch-black-2: [507, 2352, 523, 2368]
photo-annual-day: [591, 1108, 932, 1253]
photo-shirol-exhibition: [41, 154, 571, 372]
caption-jewargi: ಕಲಬುರಗಿ : ಜೇವರ್ಗಿ ಪಟ್ಟಣದ ಬಸವೇಶ್ವರ ವೃತ್ತದ ಸಮೀಪದ ಸರ್ಕಾರಿ ಪದವಿ ಪೂರ್ವ ಕಾಲೇಜಿನಲ್ಲಿ ಗುರುವಾರ ಸಂಭ್ರಮದಿಂದ ಛತ್ರಪತಿ ಶಿವಾಜಿ ಮಹಾರಾಜರ ಜಯಂತಿ ಆಚರಿಸಲಾಯಿತು. ಉಪನ್ಯಾಸಕರಾದ ಅಸ್ಲಾ ಜಬೀನ್, ಸುರೇಂದ್ರಕುಮಾರ ಭಂಡಾರಿ, ನಿಯಮಾ ನಾಯಿಕ್, ಮಲ್ಲಿಕಾರ್ಜುನ ದೊಡ್ಡಮನಿ, ಶಂಕ್ರೆಪ್ಪ ಹೊಸದೊಡ್ಡಿ, ಎಚ್.ಟಿ.ಪಾಟೀಲ್, ಮಲ್ಲಪ್ಪ ರಂಜಣಗಿ, ಕೀರ್ತಿ ಭಿಮರಲೆ, ಗ್ರಂಥಪಾಲಕ ಲಿಂಗರಾಜ ಹಿರೇಗೌಡ, ಅತಿಥಿ ಉಪನ್ಯಾಸಕರಾದ ವೀರೇಶ ಗೋಗಿ, ಅಲಿಯಾ ಕುಬ್ರಾಮಾ, ನಾರಾಯಣಸ್ವಾಮಿ, ಶರಣು ಸುರಪ್ಪರ, ಪ್ರದನ ಪ್ರೇಮ ಸುರಪುರ, ದ್ವಿದನ ರಾಮಚಂದ್ರ ಚವ್ಹಾಣ, ಶಿಕ್ಷಣ ಪ್ರೇಮಿ ಬಸವರಾಜ ಅಣಜಗಿ ನೇರಿದಂತೆ ಕಾಲೇಜಿನ ಸಿಬ್ಬಂದಿ, ವಿದ್ಯಾರ್ಥಿಗಳು ಭಾಗವಹಿಸಿದ್ದರು.: [42, 743, 570, 824]
headline-annual-day: ವಾರ್ಷಿಕಸ್ನೇಹ ಸಮ್ಮೇಳನ, ದ್ವಿತೀಯ: [640, 1042, 880, 1067]
swatch-cyan: [44, 2361, 61, 2378]
article-rayaru-col2: ಸಂಪತ್ತು ಸಿಗುತ್ತದೆ, ವಿಪತ್ತು ದೂರವಾಗುತ್ತದೆ" ಎಂದು ಹೇಳಿದರು. ಶ್ರೀ ರಾಘವೇಂದ್ರರು ಸನ್ಯಾಸ ಸ್ವೀಕರಿಸಿದ ನಂತರ, ಶ್ರೀಮನ್ಮಧ್ವಾಚಾರ್ಯರ ಸಿದ್ಧಾಂತವನ್ನು ಪ್ರಚಾರಗೊಳಿಸಿದರು. ಇನ್ನು ಮುಂದೆ ಲೋಕ ಕಲ್ಯಾಣದ ಸಂಕಲ್ಪವನ್ನು ಮಾಡಿ ನೀಡುತ್ತಿರುವ ರಾಯರ ಸನ್ನಿಧಾನ ಅದ್ವಿತೀಯ ಎಂದರು. ಶ್ರೀ ರಾಘವೇಂದ್ರ ಸ್ವಾಮಿಗಳ ತಮ್ಮ ಗುರುಗಳಾದ ಶ್ರೀ ಸುಧೀಂದ್ರ ತೀರ್ಥರ ಸ್ವಪ್ನದಲ್ಲಿ ಶ್ರೀ ರಾಮುಡು ಮತ್ತು ಪ್ರತ್ಯಕ್ಷರಾಗಿ, ರಾಯರಿಗೆ ಸನ್ಯಾಸ ದೀಕ್ಷೆ ನೀಡಲು ಆದೇಶಿಸಿದ ಐತಿಹಾಸಿಕ ಪ್ರಸಂಗವನ್ನು ಅವರು ಸ್ಮರಿಸಿದರು. ಬೆಳಗ್ಗೆ ಶ್ರೀ ರಾಘವೇಂದ್ರ ಸ್ವಾಮಿಗಳಿಗೆ ಅಷ್ಟೋತ್ತರ ನಾಮಾವಳಿಯ ಮತ್ತು 108 ಬಾರಿ "ಓಂ ಶ್ರೀ ರಾಘವೇಂದ್ರಾಯ ನಮಃ" ಜಪವನ್ನು ಭಕ್ತಿಯಿಂದ: [1127, 698, 1297, 968]
article-yashoda-col1: ( ನಮ್ಮ ಪ್ರತಿನಿಧಿಯಿಂದ ) ಕಲಬುರಗಿ,ಫೆ.19:ಯಶೋಧಾ ಆಸ್ಪತ್ರೆಯಲ್ಲಿ ಕ್ಯಾನ್ಸರ್ ನಿಖರ ಪತ್ತೆಗಾಗಿ ಹೈಪರ್ ಸ್ಟೆಂಟ್ ಅಡ್ವಾನ್ಸ್ ಇಮೇಜಿಂಗ್ ಸಿಸ್ಟಮ್ ಹಾಗೂ ಎಂಆರ್ ಗೈಡೆಡ್ ಅಡಾಪ್ಟಿವ್ ರೇಡಿಯೋಥೆರಪಿ ಮುಂತಾದ ಮುಂದಿನ ತಲೆಮಾರಿನ ತಂತ್ರಜ್ಞಾನಗಳನ್ನು ಬಳಸಲಾಗುತ್ತಿದ್ದು, ಈ ತಂತ್ರಜ್ಞಾನಗಳ ಮೂಲಕ ರೋಗಿಗಳಿಗೆ ಹೆಚ್ಚು ನಿಖರವಾದ ಚಿಕಿತ್ಸೆ ನೀಡಲಾಗುತ್ತಿದೆ ಎಂದು ಆಸ್ಪತ್ರೆಯ ತಜ್ಞ ವೈದ್ಯರು ತಿಳಿಸಿದರು.: [587, 2070, 756, 2237]
swatch-cyan-2: [445, 2352, 461, 2368]
swatch-magenta-2: [465, 2352, 482, 2368]
photo-school-anniversary: [41, 892, 571, 1094]
masthead: [30, 87, 1505, 147]
masthead-divider: |: [117, 98, 122, 113]
logo-text-right: ವಾಣಿ: [788, 94, 844, 133]
rayaru-rule: [941, 491, 1490, 492]
